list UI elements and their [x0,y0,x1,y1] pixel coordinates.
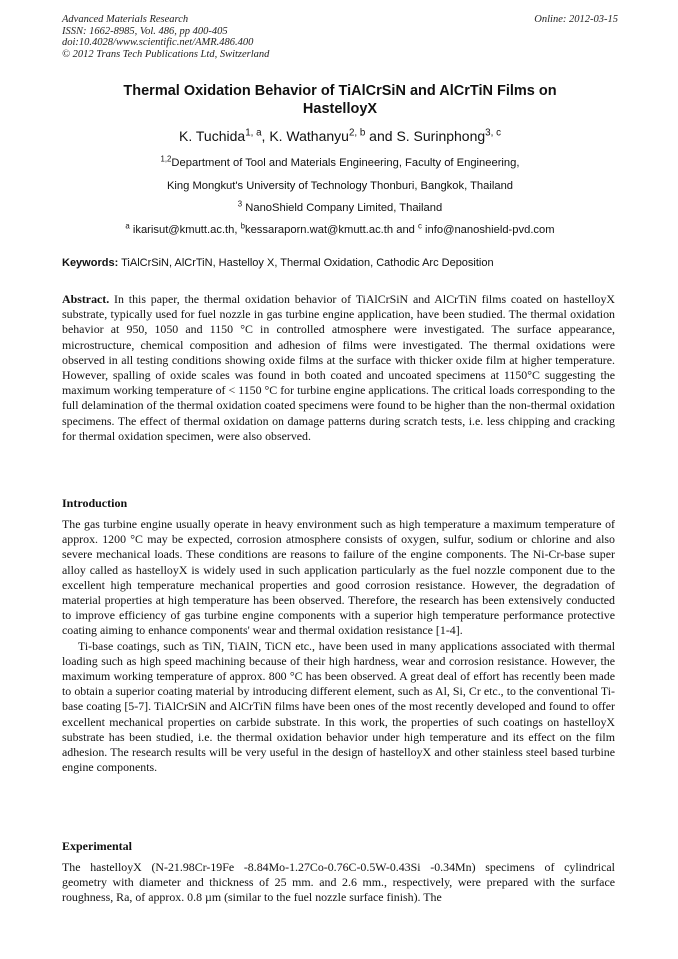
author-separator-1: , [261,128,270,144]
title-line-2: HastelloyX [302,101,378,117]
author-1-name: K. Tuchida [179,128,246,144]
introduction-heading: Introduction [62,496,128,510]
affiliation-3-sup: 3 [237,199,243,209]
author-list [62,127,618,145]
paper-title [62,82,618,118]
email-c-sup: c [418,221,422,231]
affiliation-3-text: NanoShield Company Limited, Thailand [242,202,443,214]
online-date: Online: 2012-03-15 [534,14,618,25]
affiliation-1-sup: 1,2 [160,154,172,164]
abstract-paragraph [62,292,615,444]
email-a[interactable]: ikarisut@kmutt.ac.th, [129,224,241,236]
email-a-sup: a [125,221,130,231]
author-emails [62,223,618,237]
author-separator-2: and [365,128,397,144]
journal-header [62,14,618,60]
affiliation-3 [62,201,618,215]
experimental-heading: Experimental [62,839,132,853]
introduction-paragraph-2: Ti-base coatings, such as TiN, TiAlN, TiCN etc., have been used in many applications associated with thermal loading such as high speed machining because of their high hardness, wear and corrosion resistance. However, the maximum working temperature of approx. 800 °C has been observed. A great deal of effort has recently been made to obtain a superior coating material by introducing different element, such as Al, Si, Cr etc., to the conventional Ti-base coating [5-7]. TiAlCrSiN and AlCrTiN films have been ones of the most recently developed and found to offer excellent mechanical properties on carbide substrate. In this work, the properties of such coatings on hastelloyX substrate has been studied, i.e. the thermal oxidation behavior under high temperature and its effect on the film adhesion. The research results will be very useful in the design of hastelloyX and other stainless steel based turbine engine components. [62,638,615,775]
issn-line: ISSN: 1662-8985, Vol. 486, pp 400-405 [62,25,228,37]
author-2-name: K. Wathanyu [269,128,349,144]
keywords-label: Keywords: [62,257,119,269]
email-c[interactable]: info@nanoshield-pvd.com [421,224,555,236]
keywords-text: TiAlCrSiN, AlCrTiN, Hastelloy X, Thermal Oxidation, Cathodic Arc Deposition [118,257,494,269]
copyright-line: © 2012 Trans Tech Publications Ltd, Switzerland [62,48,270,60]
experimental-paragraph-1: The hastelloyX (N-21.98Cr-19Fe -8.84Mo-1.27Co-0.76C-0.5W-0.43Si -0.34Mn) specimens of cylindrical geometry with diameter and thickness of 25 mm. and 2.6 mm., respectively, were prepared with the surface roughness, Ra, of approx. 0.8 µm (similar to the fuel nozzle surface finish). The [62,860,615,905]
journal-name: Advanced Materials Research [62,14,189,25]
email-b-sup: b [240,221,245,231]
author-2-sup: 2, b [348,127,366,139]
affiliation-1-line-1 [62,156,618,170]
author-1-sup: 1, a [245,127,262,139]
introduction-body [62,517,615,775]
abstract-text: In this paper, the thermal oxidation behavior of TiAlCrSiN and AlCrTiN films coated on hastelloyX substrate, typically used for fuel nozzle in gas turbine engine application, have been studied. The thermal oxidation behavior at 950, 1050 and 1150 °C in controlled atmosphere were investigated. The surface appearance, microstructure, chemical composition and adhesion of films were investigated. The thermal oxidations were observed in all testing conditions showing oxide films at the surface with thicker oxide film at higher temperature. However, spalling of oxide scales was found in both coated and uncoated specimens at 1150°C suggesting the maximum working temperature of < 1150 °C for turbine engine applications. The critical loads corresponding to the full delamination of the thermal oxidation coated specimens were found to be higher than the non-thermal oxidation specimens. The effect of thermal oxidation on damage patterns during scratch tests, i.e. less chipping and cracking for thermal oxidation specimen, were also observed. [62,292,615,443]
abstract-label: Abstract. [62,292,110,306]
email-b[interactable]: kessaraporn.wat@kmutt.ac.th and [244,224,419,236]
affiliation-1-text: Department of Tool and Materials Engineering, Faculty of Engineering, [171,157,520,169]
doi-line: doi:10.4028/www.scientific.net/AMR.486.400 [62,37,254,49]
title-line-1: Thermal Oxidation Behavior of TiAlCrSiN and AlCrTiN Films on [123,83,557,99]
author-3-sup: 3, c [485,127,501,139]
author-3-name: S. Surinphong [396,128,486,144]
affiliation-1-line-2: King Mongkut's University of Technology Thonburi, Bangkok, Thailand [166,180,514,192]
introduction-paragraph-1: The gas turbine engine usually operate in heavy environment such as high temperature a maximum temperature of approx. 1200 °C may be expected, corrosion atmosphere consists of oxygen, sulfur, sodium or chlorine and also severe mechanical loads. These conditions are reasons to failure of the engine components. The Ni-Cr-base super alloy called as hastelloyX is widely used in such application particularly as the fuel nozzle component due to the excellent high temperature mechanical properties and good corrosion resistance. However, the degradation of material properties at high temperature has been observed. Therefore, the research has been extensively conducted to improve efficiency of gas turbine engine components with a superior high temperature performance protective coating aiming to enhance components' wear and thermal oxidation resistance [1-4]. [62,517,615,638]
keywords-line [62,256,618,270]
